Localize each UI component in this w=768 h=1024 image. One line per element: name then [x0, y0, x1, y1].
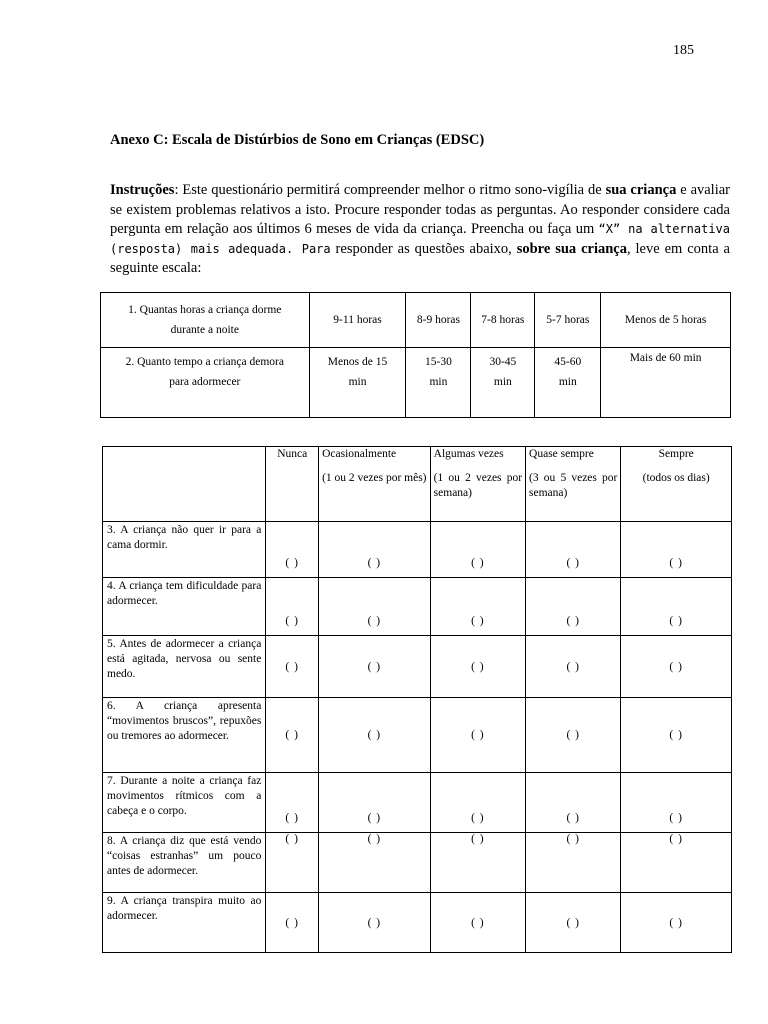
sleep-duration-table — [100, 292, 731, 418]
answer-checkbox-q3-opt1[interactable]: ( ) — [266, 522, 319, 578]
frequency-table-body — [103, 522, 732, 953]
answer-checkbox-q3-opt2[interactable]: ( ) — [319, 522, 431, 578]
header-col-4-sub: (3 ou 5 vezes por semana) — [529, 472, 618, 499]
sleep-option-2-3[interactable]: 30-45 min — [471, 348, 535, 418]
header-col-5 — [621, 447, 732, 522]
answer-checkbox-q8-opt1[interactable]: ( ) — [266, 833, 319, 893]
sleep-option-1-3[interactable]: 7-8 horas — [471, 293, 535, 348]
answer-checkbox-q9-opt5[interactable]: ( ) — [621, 893, 732, 953]
sleep-option-2-1[interactable]: Menos de 15 min — [309, 348, 406, 418]
instructions-mono: “X” na alternativa (resposta) mais adequada. Para — [110, 222, 730, 256]
answer-checkbox-q6-opt4[interactable]: ( ) — [526, 698, 621, 773]
answer-checkbox-q3-opt5[interactable]: ( ) — [621, 522, 732, 578]
question-3: 3. A criança não quer ir para a cama dormir. — [103, 522, 266, 578]
sleep-row-1 — [101, 293, 731, 348]
answer-checkbox-q6-opt2[interactable]: ( ) — [319, 698, 431, 773]
sleep-option-1-1[interactable]: 9-11 horas — [309, 293, 406, 348]
sleep-option-2-5[interactable]: Mais de 60 min — [601, 348, 731, 418]
sleep-option-1-5[interactable]: Menos de 5 horas — [601, 293, 731, 348]
answer-checkbox-q5-opt4[interactable]: ( ) — [526, 636, 621, 698]
header-col-5-sub: (todos os dias) — [642, 472, 710, 484]
answer-checkbox-q9-opt3[interactable]: ( ) — [430, 893, 525, 953]
answer-checkbox-q8-opt5[interactable]: ( ) — [621, 833, 732, 893]
sleep-option-2-2[interactable]: 15-30 min — [406, 348, 471, 418]
table-row — [103, 578, 732, 636]
answer-checkbox-q4-opt5[interactable]: ( ) — [621, 578, 732, 636]
header-col-4-label: Quase sempre — [529, 448, 594, 460]
header-col-2-sub: (1 ou 2 vezes por mês) — [322, 472, 427, 484]
table-row — [103, 893, 732, 953]
table-row — [103, 698, 732, 773]
answer-checkbox-q9-opt4[interactable]: ( ) — [526, 893, 621, 953]
table-row — [103, 773, 732, 833]
question-8: 8. A criança diz que está vendo “coisas estranhas” um pouco antes de adormecer. — [103, 833, 266, 893]
frequency-table — [102, 446, 732, 953]
header-col-3-label: Algumas vezes — [433, 448, 504, 460]
header-col-3-sub: (1 ou 2 vezes por semana) — [433, 472, 523, 499]
answer-checkbox-q5-opt1[interactable]: ( ) — [266, 636, 319, 698]
answer-checkbox-q4-opt4[interactable]: ( ) — [526, 578, 621, 636]
instructions-text-4: , leve em conta a seguinte escala: — [110, 240, 730, 277]
answer-checkbox-q7-opt3[interactable]: ( ) — [430, 773, 525, 833]
answer-checkbox-q6-opt1[interactable]: ( ) — [266, 698, 319, 773]
instructions-paragraph — [110, 181, 730, 279]
answer-checkbox-q5-opt5[interactable]: ( ) — [621, 636, 732, 698]
instructions-label: Instruções — [110, 182, 175, 198]
answer-checkbox-q3-opt3[interactable]: ( ) — [430, 522, 525, 578]
header-col-3 — [430, 447, 525, 522]
sleep-option-1-4[interactable]: 5-7 horas — [535, 293, 601, 348]
answer-checkbox-q5-opt2[interactable]: ( ) — [319, 636, 431, 698]
sleep-question-2: 2. Quanto tempo a criança demora para adormecer — [101, 348, 310, 418]
header-col-2 — [319, 447, 431, 522]
header-col-1-label: Nunca — [277, 448, 308, 460]
page-title: Anexo C: Escala de Distúrbios de Sono em Crianças (EDSC) — [110, 132, 485, 148]
answer-checkbox-q8-opt3[interactable]: ( ) — [430, 833, 525, 893]
sleep-option-1-2[interactable]: 8-9 horas — [406, 293, 471, 348]
answer-checkbox-q9-opt2[interactable]: ( ) — [319, 893, 431, 953]
answer-checkbox-q5-opt3[interactable]: ( ) — [430, 636, 525, 698]
page-number: 185 — [673, 43, 694, 58]
answer-checkbox-q7-opt1[interactable]: ( ) — [266, 773, 319, 833]
sleep-question-1: 1. Quantas horas a criança dorme durante a noite — [101, 293, 310, 348]
instructions-bold-1: sua criança — [605, 182, 677, 198]
question-7: 7. Durante a noite a criança faz movimentos rítmicos com a cabeça e o corpo. — [103, 773, 266, 833]
header-col-4 — [526, 447, 621, 522]
header-col-5-label: Sempre — [658, 448, 694, 460]
answer-checkbox-q9-opt1[interactable]: ( ) — [266, 893, 319, 953]
question-9: 9. A criança transpira muito ao adormecer. — [103, 893, 266, 953]
table-row — [103, 636, 732, 698]
header-empty-cell — [103, 447, 266, 522]
answer-checkbox-q8-opt2[interactable]: ( ) — [319, 833, 431, 893]
table-row — [103, 833, 732, 893]
instructions-text-3: responder as questões abaixo, — [330, 240, 517, 257]
instructions-bold-2: sobre sua criança — [516, 240, 627, 257]
sleep-option-2-4[interactable]: 45-60 min — [535, 348, 601, 418]
sleep-row-2 — [101, 348, 731, 418]
instructions-text-1: : Este questionário permitirá compreender melhor o ritmo sono-vigília de — [174, 182, 606, 198]
answer-checkbox-q4-opt1[interactable]: ( ) — [266, 578, 319, 636]
instructions-text-2: e avaliar se existem problemas relativos a isto. Procure responder todas as perguntas. Ao responder considere cada pergunta em relação aos últimos 6 meses de vida da criança. Preencha ou faça um — [110, 182, 731, 238]
header-col-2-label: Ocasionalmente — [322, 448, 397, 460]
answer-checkbox-q8-opt4[interactable]: ( ) — [526, 833, 621, 893]
header-col-1 — [266, 447, 319, 522]
frequency-header-row — [103, 447, 732, 522]
question-5: 5. Antes de adormecer a criança está agitada, nervosa ou sente medo. — [103, 636, 266, 698]
answer-checkbox-q7-opt2[interactable]: ( ) — [319, 773, 431, 833]
answer-checkbox-q4-opt3[interactable]: ( ) — [430, 578, 525, 636]
question-6: 6. A criança apresenta “movimentos bruscos”, repuxões ou tremores ao adormecer. — [103, 698, 266, 773]
table-row — [103, 522, 732, 578]
answer-checkbox-q6-opt5[interactable]: ( ) — [621, 698, 732, 773]
question-4: 4. A criança tem dificuldade para adormecer. — [103, 578, 266, 636]
answer-checkbox-q7-opt5[interactable]: ( ) — [621, 773, 732, 833]
answer-checkbox-q4-opt2[interactable]: ( ) — [319, 578, 431, 636]
answer-checkbox-q7-opt4[interactable]: ( ) — [526, 773, 621, 833]
answer-checkbox-q3-opt4[interactable]: ( ) — [526, 522, 621, 578]
answer-checkbox-q6-opt3[interactable]: ( ) — [430, 698, 525, 773]
